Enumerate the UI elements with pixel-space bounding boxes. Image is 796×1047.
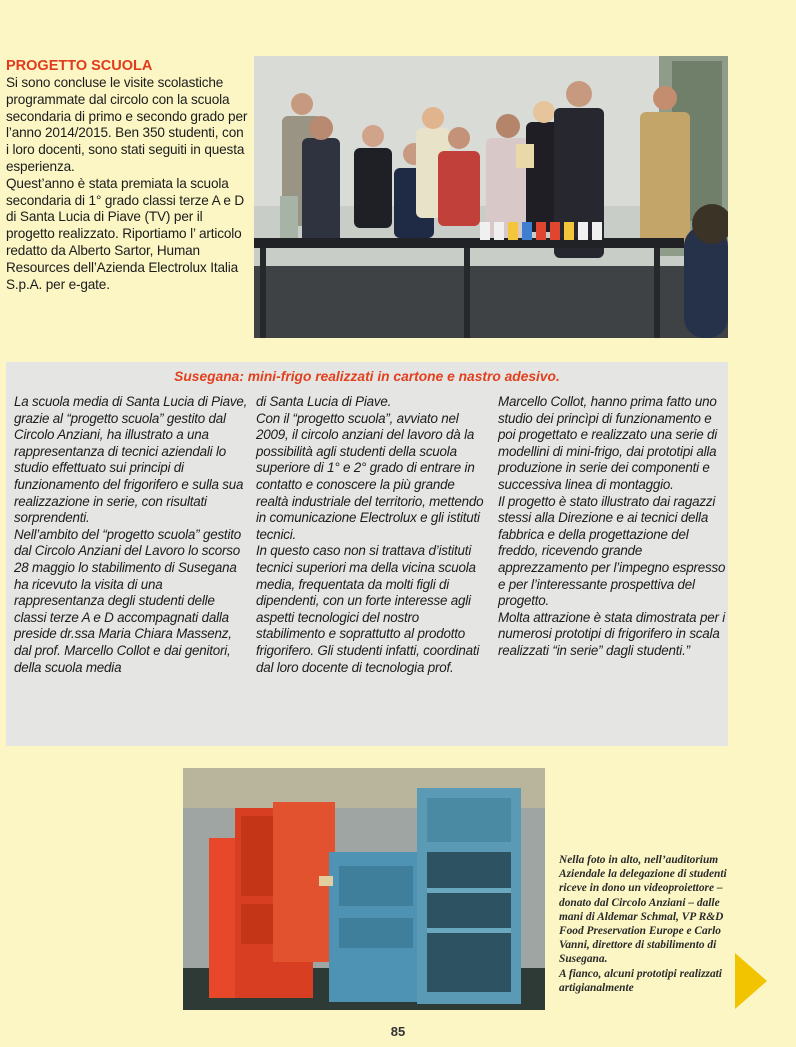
article-box (6, 362, 728, 746)
group-photo (254, 56, 728, 338)
next-page-arrow-icon (735, 953, 767, 1009)
article-paragraph: In questo caso non si trattava d’istituti tecnici superiori ma della vicina scuola media, frequentata da molti figli di dipendenti, con un forte interesse agli aspetti tecnologici del nostro stabilimento e soprattutto al prodotto frigorifero. Gli studenti infatti, coordinati dal loro docente di tecnologia prof. (256, 543, 480, 675)
article-paragraph: Nell’ambito del “progetto scuola” gestito dal Circolo Anziani del Lavoro lo scorso 28 maggio lo stabilimento di Susegana ha ricevuto la visita di una rappresentanza degli studenti delle classi terze A e D accompagnati dalla preside dr.ssa Maria Chiara Massenz, dal prof. Marcello Collot e dai genitori, della scuola media (14, 526, 241, 675)
article-column-1 (14, 394, 250, 676)
intro-paragraph-2: Quest’anno è stata premiata la scuola secondaria di 1° grado classi terze A e D di Santa Lucia di Piave (TV) per il progetto realizzato. Riportiamo l’ articolo redatto da Alberto Sartor, Human Resources dell’Azienda Electrolux Italia S.p.A. per e-gate. (6, 175, 245, 292)
article-paragraph: di Santa Lucia di Piave. (256, 394, 392, 409)
photo-caption (559, 853, 745, 995)
article-paragraph: La scuola media di Santa Lucia di Piave, grazie al “progetto scuola” gestito dal Circolo Anziani, ha illustrato a una rappresentanza di tecnici aziendali lo studio effettuato sui principi di funzionamento del frigorifero e sulla sua realizzazione in serie, con risultati sorprendenti. (14, 394, 248, 526)
article-paragraph: Il progetto è stato illustrato dai ragazzi stessi alla Direzione e ai tecnici della fabbrica e della progettazione del freddo, ricevendo grande apprezzamento per l’impegno espresso e per l’interessante prospettiva del progetto. (498, 493, 726, 609)
page-number: 85 (390, 1024, 406, 1039)
article-column-3 (498, 394, 726, 660)
article-title: Susegana: mini-frigo realizzati in cartone e nastro adesivo. (174, 369, 560, 384)
prototypes-photo-illustration (183, 768, 545, 1010)
article-paragraph: Molta attrazione è stata dimostrata per i numerosi prototipi di frigorifero in scala realizzati “in serie” dagli studenti.” (498, 609, 725, 658)
group-photo-illustration (254, 56, 728, 338)
section-heading: PROGETTO SCUOLA (6, 58, 153, 74)
article-column-2 (256, 394, 488, 676)
intro-paragraph-1: Si sono concluse le visite scolastiche programmate dal circolo con la scuola secondaria di primo e secondo grado per l’anno 2014/2015. Ben 350 studenti, con i loro docenti, sono stati seguiti in questa esperienza. (6, 75, 248, 174)
caption-paragraph-1: Nella foto in alto, nell’auditorium Aziendale la delegazione di studenti riceve in dono un videoproiettore – donato dal Circolo Anziani – dalle mani di Aldemar Schmal, VP R&D Food Preservation Europe e Carlo Vanni, direttore di stabilimento di Susegana. (559, 854, 727, 966)
intro-section (6, 58, 249, 293)
prototypes-photo (183, 768, 545, 1010)
article-paragraph: Marcello Collot, hanno prima fatto uno studio dei princìpi di funzionamento e poi progettato e realizzato una serie di modellini di mini-frigo, dai prototipi alla produzione in serie dei componenti e successiva linea di montaggio. (498, 394, 718, 492)
article-paragraph: Con il “progetto scuola”, avviato nel 2009, il circolo anziani del lavoro dà la possibilità agli studenti della scuola superiore di 1° e 2° grado di entrare in contatto e conoscere la più grande realtà industriale del territorio, mettendo in comunicazione Electrolux e gli istituti tecnici. (256, 410, 484, 542)
caption-paragraph-2: A fianco, alcuni prototipi realizzati artigianalmente (559, 967, 722, 994)
